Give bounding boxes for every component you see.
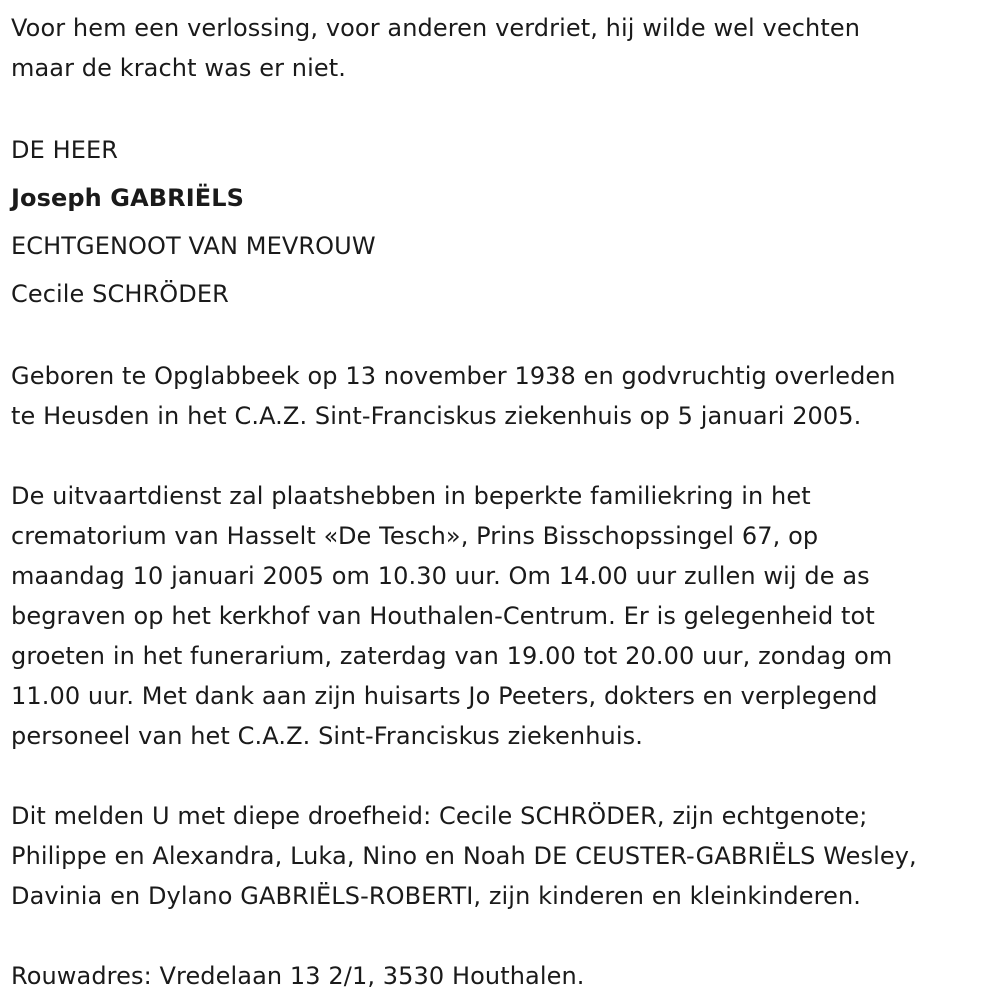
deceased-title: DE HEER bbox=[11, 136, 119, 164]
announcement-line: Philippe en Alexandra, Luka, Nino en Noah DE CEUSTER-GABRIËLS Wesley, bbox=[11, 842, 917, 870]
funeral-line: begraven op het kerkhof van Houthalen-Centrum. Er is gelegenheid tot bbox=[11, 602, 875, 630]
birth-death-line: Geboren te Opglabbeek op 13 november 1938 en godvruchtig overleden bbox=[11, 362, 896, 390]
motto-line: Voor hem een verlossing, voor anderen verdriet, hij wilde wel vechten bbox=[11, 14, 861, 42]
spacer bbox=[11, 756, 991, 796]
birth-death-line: te Heusden in het C.A.Z. Sint-Franciskus ziekenhuis op 5 januari 2005. bbox=[11, 402, 862, 430]
funeral-line: maandag 10 januari 2005 om 10.30 uur. Om 14.00 uur zullen wij de as bbox=[11, 562, 870, 590]
spacer bbox=[11, 916, 991, 956]
birth-death-paragraph bbox=[11, 356, 991, 436]
funeral-paragraph bbox=[11, 476, 991, 756]
obituary-notice bbox=[11, 8, 991, 996]
funeral-line: De uitvaartdienst zal plaatshebben in beperkte familiekring in het bbox=[11, 482, 811, 510]
deceased-name: Joseph GABRIËLS bbox=[11, 184, 245, 212]
deceased-block bbox=[11, 126, 991, 318]
spacer bbox=[11, 436, 991, 476]
deceased-relation: ECHTGENOOT VAN MEVROUW bbox=[11, 232, 376, 260]
announcement-line: Dit melden U met diepe droefheid: Cecile SCHRÖDER, zijn echtgenote; bbox=[11, 802, 868, 830]
spouse-name: Cecile SCHRÖDER bbox=[11, 280, 229, 308]
funeral-line: crematorium van Hasselt «De Tesch», Prins Bisschopssingel 67, op bbox=[11, 522, 819, 550]
address-paragraph bbox=[11, 956, 991, 996]
funeral-line: personeel van het C.A.Z. Sint-Franciskus ziekenhuis. bbox=[11, 722, 643, 750]
funeral-line: groeten in het funerarium, zaterdag van 19.00 tot 20.00 uur, zondag om bbox=[11, 642, 893, 670]
announcement-paragraph bbox=[11, 796, 991, 916]
spacer bbox=[11, 88, 991, 128]
funeral-line: 11.00 uur. Met dank aan zijn huisarts Jo Peeters, dokters en verplegend bbox=[11, 682, 878, 710]
mourning-address: Rouwadres: Vredelaan 13 2/1, 3530 Houthalen. bbox=[11, 962, 585, 990]
announcement-line: Davinia en Dylano GABRIËLS-ROBERTI, zijn kinderen en kleinkinderen. bbox=[11, 882, 861, 910]
motto-line: maar de kracht was er niet. bbox=[11, 54, 346, 82]
spacer bbox=[11, 318, 991, 356]
motto-paragraph bbox=[11, 8, 991, 88]
